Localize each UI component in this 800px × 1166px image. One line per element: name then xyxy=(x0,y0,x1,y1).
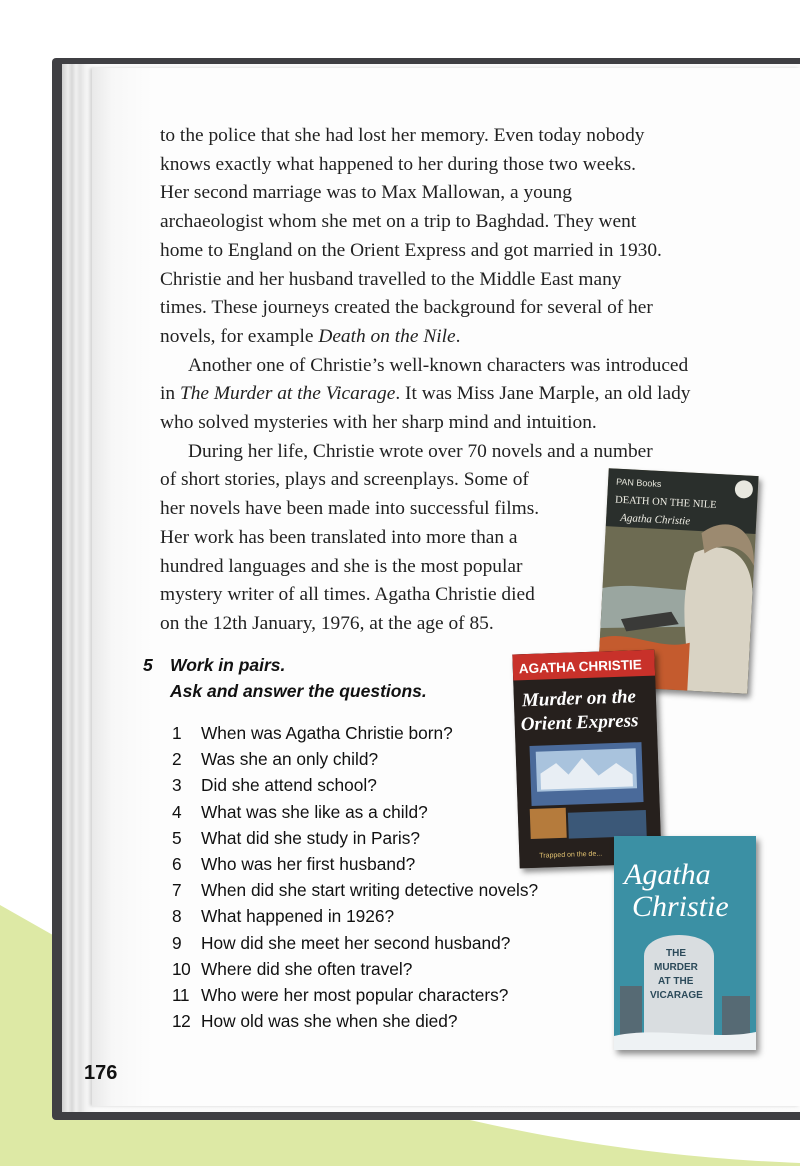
cover-nile-title: DEATH ON THE NILE xyxy=(614,494,717,511)
paragraph-1: to the police that she had lost her memory. Even today nobody knows exactly what happened to her during those two weeks. Her second marriage was to Max Mallowan, a young archaeologist whom she met on a trip to Baghdad. They went home to England on the Orient Express and got married in 1930. Christie and her husband travelled to the Middle East many times. These journeys created the background for several of her novels, for example Death on the Nile. xyxy=(160,125,662,347)
book-cover-murder-at-the-vicarage xyxy=(614,836,756,1050)
book-title-death-on-the-nile: Death on the Nile xyxy=(318,325,456,347)
exercise-instruction-2: Ask and answer the questions. xyxy=(170,681,427,701)
exercise-instruction-1: Work in pairs. xyxy=(170,655,286,675)
cover-vicarage-title-1: THE xyxy=(666,948,686,959)
cover-orient-tagline: Trapped on the de... xyxy=(539,850,603,860)
question-item: 6 Who was her first husband? xyxy=(172,854,416,875)
paragraph-3: During her life, Christie wrote over 70 novels and a number xyxy=(188,440,653,462)
cover-orient-title-2: Orient Express xyxy=(520,710,639,736)
cover-vicarage-title-2: MURDER xyxy=(654,962,698,973)
cover-vicarage-title-4: VICARAGE xyxy=(650,990,703,1001)
question-list xyxy=(172,720,538,1034)
cover-nile-author: Agatha Christie xyxy=(619,511,691,528)
cover-orient-title-1: Murder on the xyxy=(521,686,637,712)
cover-vicarage-title-3: AT THE xyxy=(658,976,694,987)
exercise-number: 5 xyxy=(143,655,153,675)
cover-nile-publisher: PAN Books xyxy=(615,476,662,489)
paragraph-2: Another one of Christie’s well-known characters was introduced in The Murder at the Vicarage. It was Miss Jane Marple, an old lady who solved mysteries with her sharp mind and intuition. xyxy=(160,354,691,434)
question-item: 3 Did she attend school? xyxy=(172,775,377,796)
cover-orient-author: AGATHA CHRISTIE xyxy=(518,657,642,677)
question-item: 8 What happened in 1926? xyxy=(172,906,395,927)
book-title-murder-at-the-vicarage: The Murder at the Vicarage xyxy=(179,383,396,405)
question-item: 7 When did she start writing detective novels? xyxy=(172,880,539,901)
question-item: 9 How did she meet her second husband? xyxy=(172,932,511,953)
cover-vicarage-author-1: Agatha xyxy=(624,858,711,891)
cover-art-vicarage xyxy=(614,836,756,1050)
cover-vicarage-author-2: Christie xyxy=(632,890,729,923)
page-number: 176 xyxy=(84,1062,118,1084)
question-item: 12 How old was she when she died? xyxy=(172,1011,458,1032)
question-item: 2 Was she an only child? xyxy=(172,749,379,770)
question-item: 1 When was Agatha Christie born? xyxy=(172,723,453,743)
exercise-heading xyxy=(143,652,427,704)
question-item: 11 Who were her most popular characters? xyxy=(172,985,509,1006)
question-item: 5 What did she study in Paris? xyxy=(172,827,421,848)
question-item: 10 Where did she often travel? xyxy=(172,958,413,979)
paragraph-3-continued: of short stories, plays and screenplays. Some of her novels have been made into successful films. Her work has been translated into more than a hundred languages and she is the most popular mystery writer of all times. Agatha Christie died on the 12th January, 1976, at the age of 85. xyxy=(160,469,540,634)
question-item: 4 What was she like as a child? xyxy=(172,801,428,822)
